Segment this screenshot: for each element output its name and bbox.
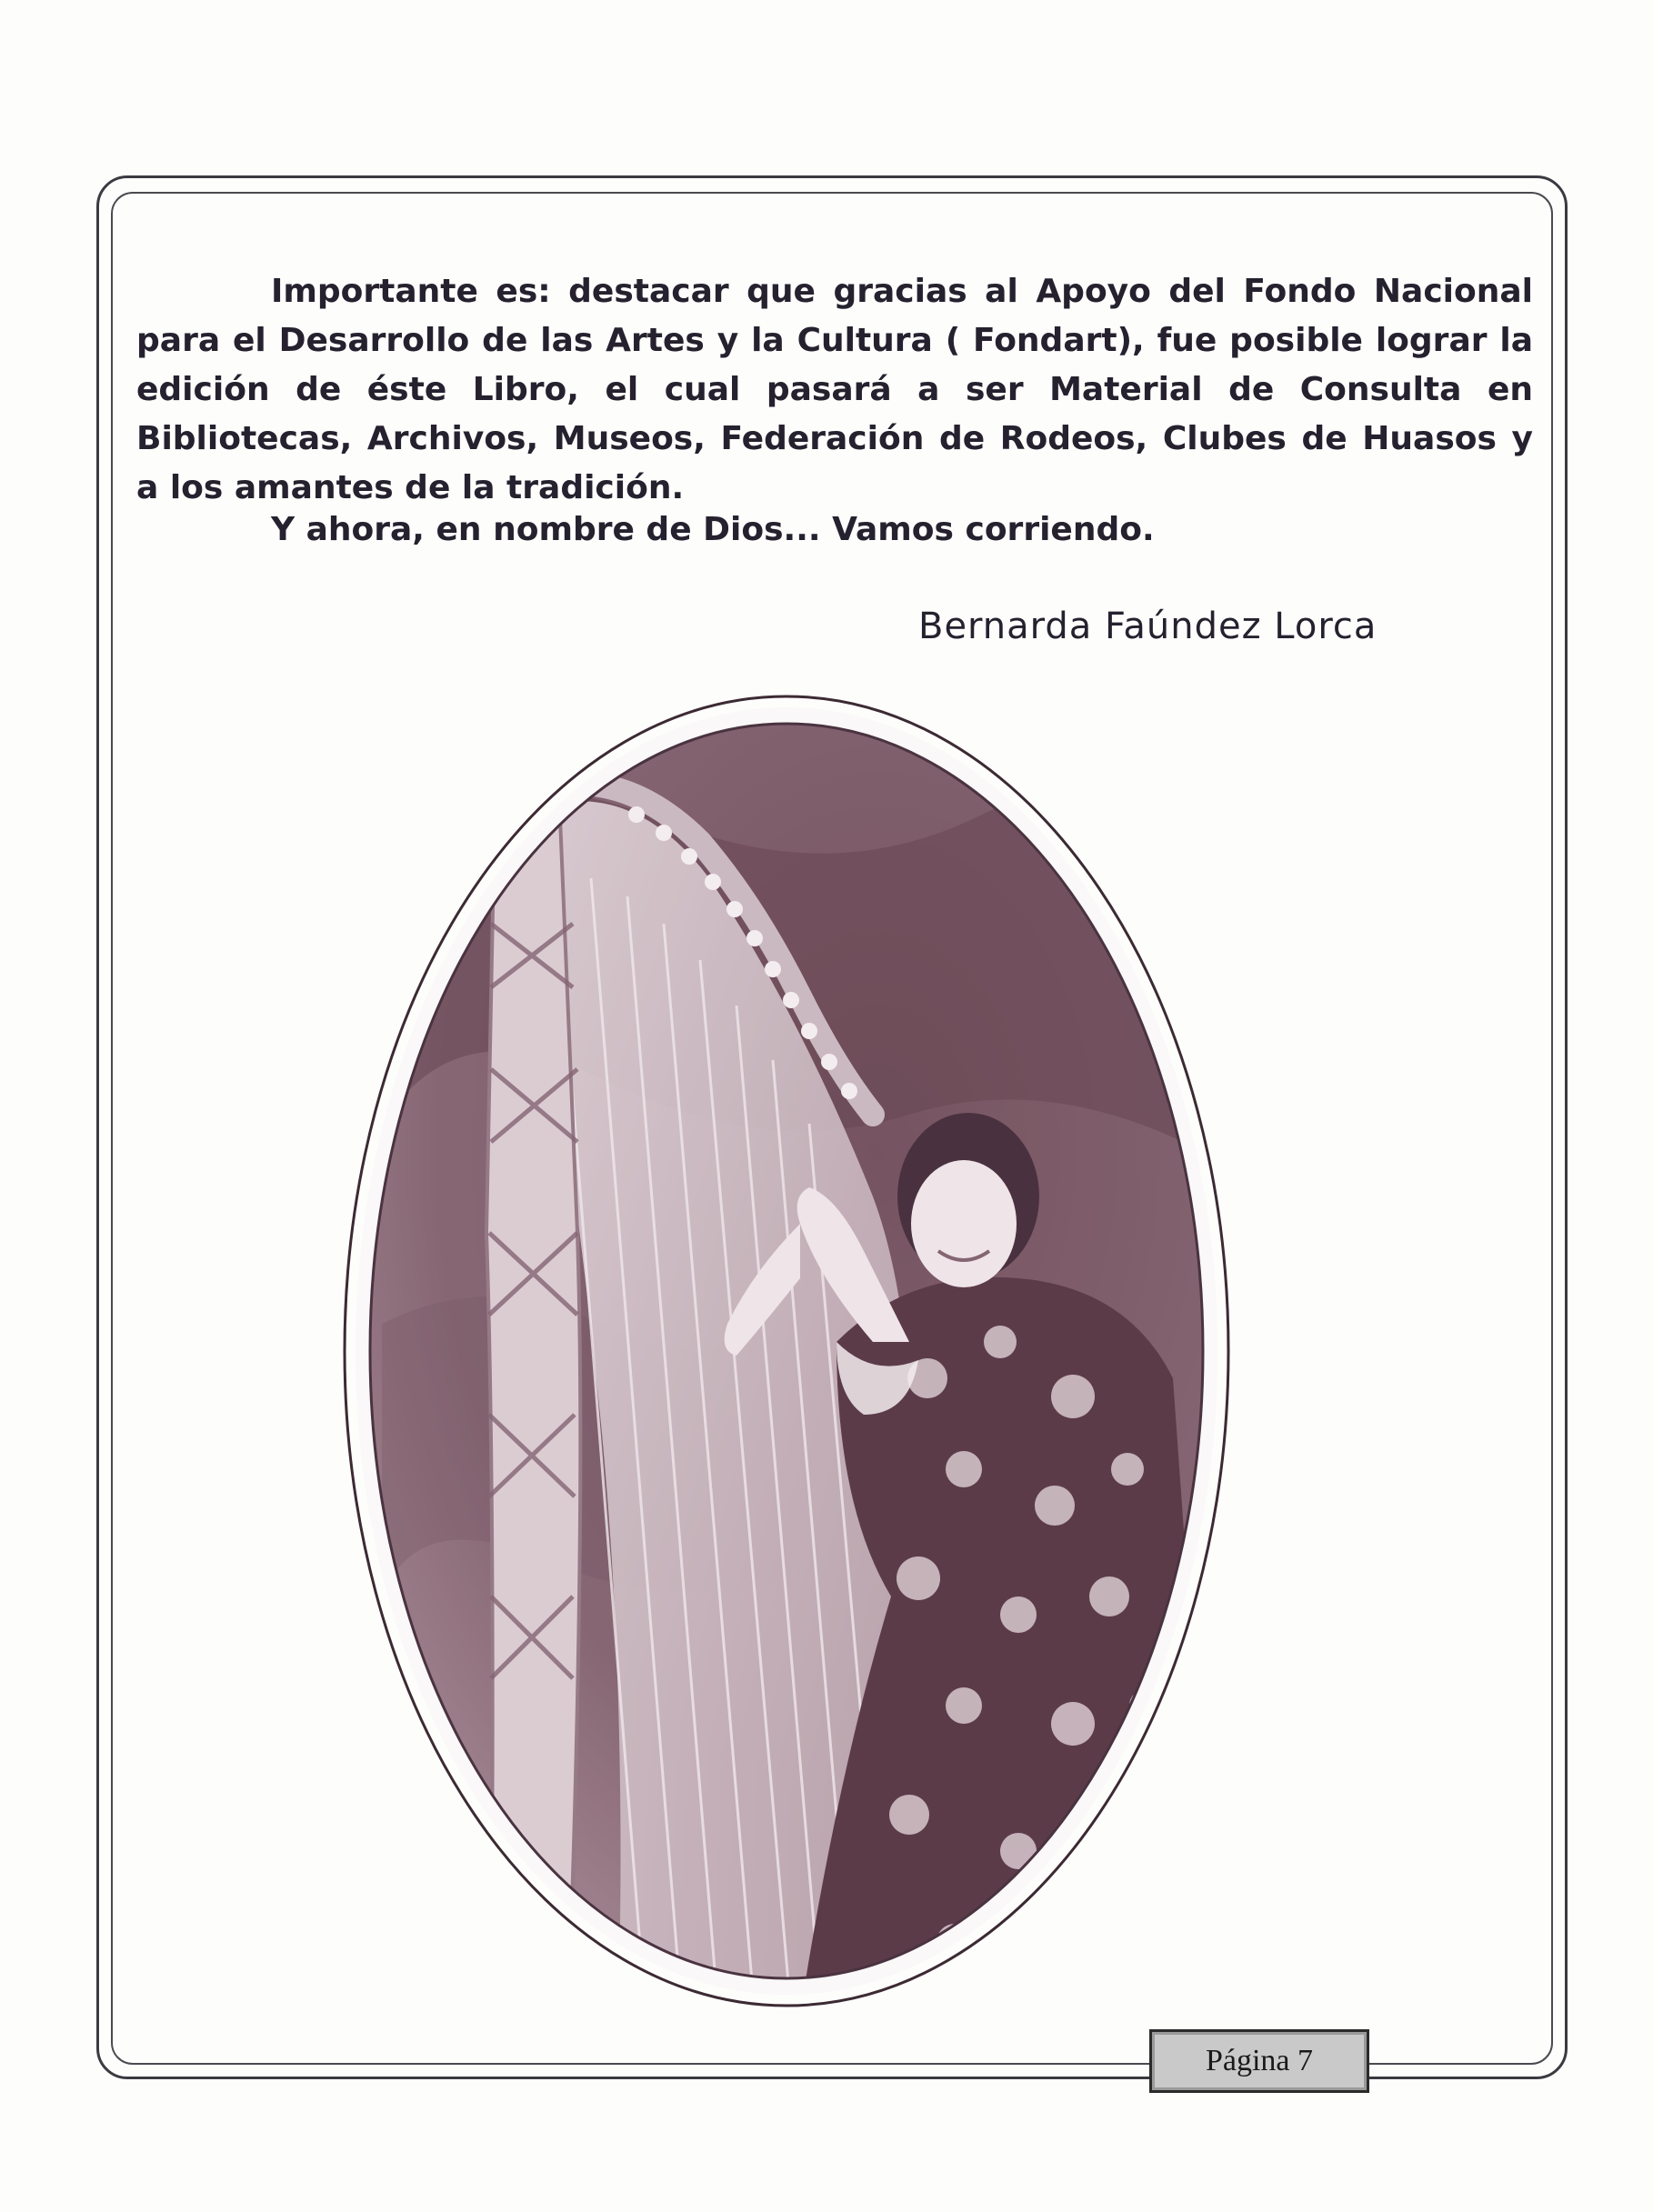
page-number-box: Página 7 (1149, 2029, 1369, 2093)
oval-portrait-photo (327, 687, 1246, 2015)
closing-line: Y ahora, en nombre de Dios... Vamos corriendo. (271, 511, 1155, 548)
author-signature: Bernarda Faúndez Lorca (918, 606, 1378, 647)
intro-paragraph-text: Importante es: destacar que gracias al Apoyo del Fondo Nacional para el Desarrollo de las Artes y la Cultura ( Fondart), fue posible lograr la edición de éste Libro, el cual pasará a ser Material de Consulta en Bibliotecas, Archivos, Museos, Federación de Rodeos, Clubes de Huasos y a los amantes de la tradición. (136, 273, 1533, 506)
photo-content (327, 687, 1246, 2015)
intro-paragraph (136, 267, 1533, 513)
